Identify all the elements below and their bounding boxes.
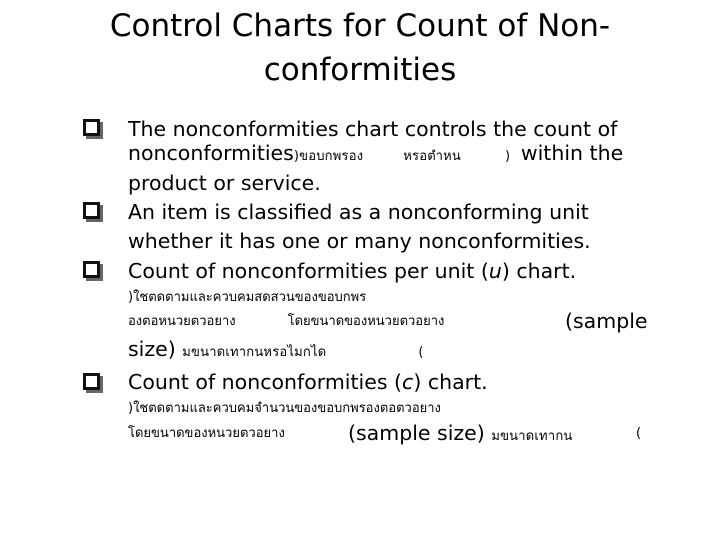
checkbox-bullet-icon bbox=[83, 119, 100, 136]
bullet-3-sample: (sample bbox=[565, 309, 648, 333]
bullet-3-symbol: u bbox=[488, 259, 502, 283]
bullet-3-line-3 bbox=[128, 337, 424, 365]
bullet-1-thai-c: ) bbox=[505, 149, 511, 164]
title-line-2: conformities bbox=[263, 52, 457, 88]
checkbox-bullet-icon bbox=[83, 261, 100, 278]
bullet-4-line-1 bbox=[128, 370, 488, 394]
bullet-3-text-b: ) chart. bbox=[501, 259, 577, 283]
bullet-3-text-a: Count of nonconformities per unit ( bbox=[128, 259, 489, 283]
bullet-4-text-a: Count of nonconformities ( bbox=[128, 370, 403, 394]
bullet-3-line-1 bbox=[128, 259, 576, 283]
title-line-1: Control Charts for Count of Non- bbox=[109, 8, 611, 44]
bullet-4-text-b: ) chart. bbox=[413, 370, 488, 394]
bullet-1-line-1: The nonconformities chart controls the count of bbox=[128, 117, 618, 141]
bullet-3-thai-line-1: )ใชตดตามและควบคมสดสวนของขอบกพร bbox=[128, 290, 367, 305]
bullet-3-size: size) bbox=[128, 337, 176, 361]
bullet-1-thai-b: หรอตำหน bbox=[403, 149, 462, 164]
bullet-2-line-2: whether it has one or many nonconformities. bbox=[128, 229, 591, 253]
bullet-4-thai-line-2: โดยขนาดของหนวยตวอยาง bbox=[128, 426, 285, 441]
bullet-3-thai-d: ( bbox=[418, 345, 424, 360]
bullet-2-line-1: An item is classified as a nonconforming unit bbox=[128, 200, 589, 224]
bullet-3-thai-line-2 bbox=[128, 312, 444, 332]
bullet-4-line-2 bbox=[348, 421, 572, 449]
bullet-1-text-b: within the bbox=[520, 141, 624, 165]
checkbox-bullet-icon bbox=[83, 373, 100, 390]
bullet-1-thai-a: )ขอบกพรอง bbox=[293, 149, 364, 164]
checkbox-bullet-icon bbox=[83, 202, 100, 219]
bullet-4-thai-line-1: )ใชตดตามและควบคมจำนวนของขอบกพรองตอตวอยาง bbox=[128, 401, 441, 416]
bullet-1-line-3: product or service. bbox=[128, 171, 321, 195]
bullet-3-thai-c: มขนาดเทากนหรอไมกได bbox=[182, 345, 327, 360]
bullet-4-thai-paren: ( bbox=[636, 426, 642, 441]
bullet-4-sample-size: (sample size) bbox=[348, 421, 485, 445]
bullet-4-thai-b: มขนาดเทากน bbox=[491, 429, 573, 444]
bullet-1-text-a: nonconformities bbox=[128, 141, 294, 165]
bullet-1-line-2 bbox=[128, 141, 623, 169]
bullet-4-symbol: c bbox=[402, 370, 414, 394]
bullet-3-thai-a: องตอหนวยตวอยาง bbox=[128, 314, 236, 329]
bullet-3-thai-b: โดยขนาดของหนวยตวอยาง bbox=[287, 314, 445, 329]
